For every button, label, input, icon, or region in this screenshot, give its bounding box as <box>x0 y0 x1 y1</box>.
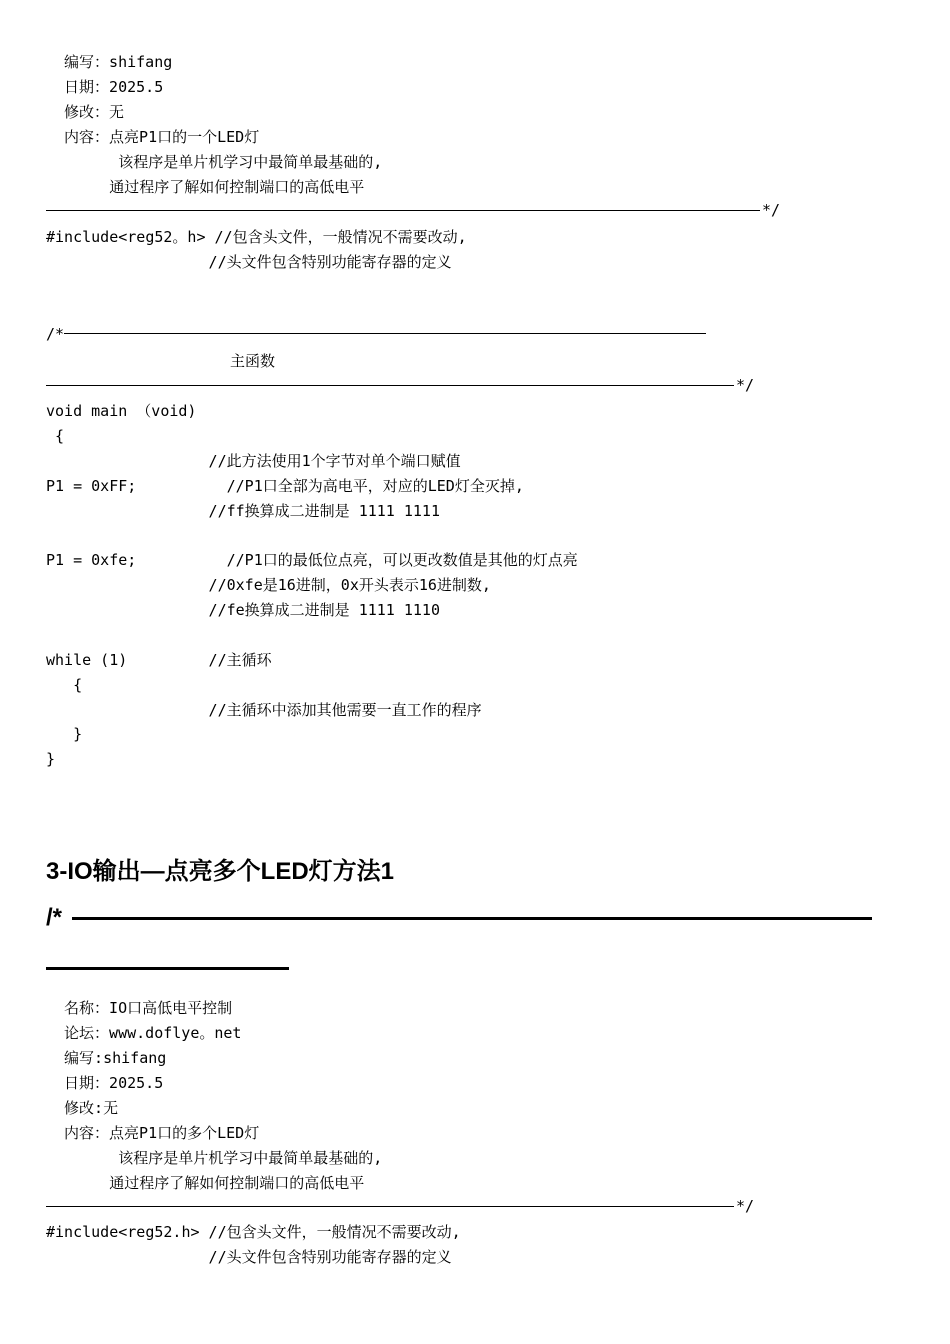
header-line: 该程序是单片机学习中最简单最基础的, <box>46 153 383 171</box>
header-line: 通过程序了解如何控制端口的高低电平 <box>46 178 365 196</box>
header-line: 名称：IO口高低电平控制 <box>46 999 233 1017</box>
header-line: 修改：无 <box>46 103 125 121</box>
header-line: 内容：点亮P1口的多个LED灯 <box>46 1124 260 1142</box>
comment-rule <box>46 210 760 211</box>
include-line: #include<reg52.h> //包含头文件，一般情况不需要改动, <box>46 1223 461 1241</box>
code-line: //ff换算成二进制是 1111 1111 <box>46 502 440 520</box>
include-line: #include<reg52。h> //包含头文件，一般情况不需要改动, <box>46 228 467 246</box>
header-line: 日期：2025.5 <box>46 1074 164 1092</box>
header-line: 修改:无 <box>46 1099 119 1117</box>
code-line: { <box>46 676 83 694</box>
header-line: 通过程序了解如何控制端口的高低电平 <box>46 1174 365 1192</box>
include-comment: //头文件包含特别功能寄存器的定义 <box>46 1248 452 1266</box>
code-line: while (1) //主循环 <box>46 651 272 669</box>
main-rule-bottom <box>46 385 734 386</box>
code-line: P1 = 0xFF; //P1口全部为高电平，对应的LED灯全灭掉, <box>46 477 524 495</box>
section-heading: 3-IO输出—点亮多个LED灯方法1 <box>46 858 395 885</box>
header-line: 编写：shifang <box>46 53 173 71</box>
code-line: } <box>46 750 56 768</box>
code-line: P1 = 0xfe; //P1口的最低位点亮，可以更改数值是其他的灯点亮 <box>46 551 578 569</box>
header-line: 日期：2025.5 <box>46 78 164 96</box>
header-line: 编写:shifang <box>46 1049 167 1067</box>
section-rule-start: /* <box>46 904 63 931</box>
comment-rule-end: */ <box>736 1197 755 1215</box>
header-line: 该程序是单片机学习中最简单最基础的, <box>46 1149 383 1167</box>
main-rule-top <box>64 333 706 334</box>
main-rule-start: /* <box>46 325 65 343</box>
header-line: 内容：点亮P1口的一个LED灯 <box>46 128 260 146</box>
code-line: //此方法使用1个字节对单个端口赋值 <box>46 452 461 470</box>
main-title: 主函数 <box>230 352 276 370</box>
main-rule-end: */ <box>736 376 755 394</box>
code-line: } <box>46 725 83 743</box>
code-line: //fe换算成二进制是 1111 1110 <box>46 601 440 619</box>
code-line: void main （void) <box>46 402 197 420</box>
code-line: //0xfe是16进制，0x开头表示16进制数, <box>46 576 491 594</box>
code-line: { <box>46 427 65 445</box>
include-comment: //头文件包含特别功能寄存器的定义 <box>46 253 452 271</box>
section-rule-long <box>72 917 872 920</box>
comment-rule-end: */ <box>762 201 781 219</box>
section-rule-short <box>46 967 289 970</box>
code-line: //主循环中添加其他需要一直工作的程序 <box>46 701 482 719</box>
header-line: 论坛：www.doflye。net <box>46 1024 242 1042</box>
comment-rule <box>46 1206 734 1207</box>
